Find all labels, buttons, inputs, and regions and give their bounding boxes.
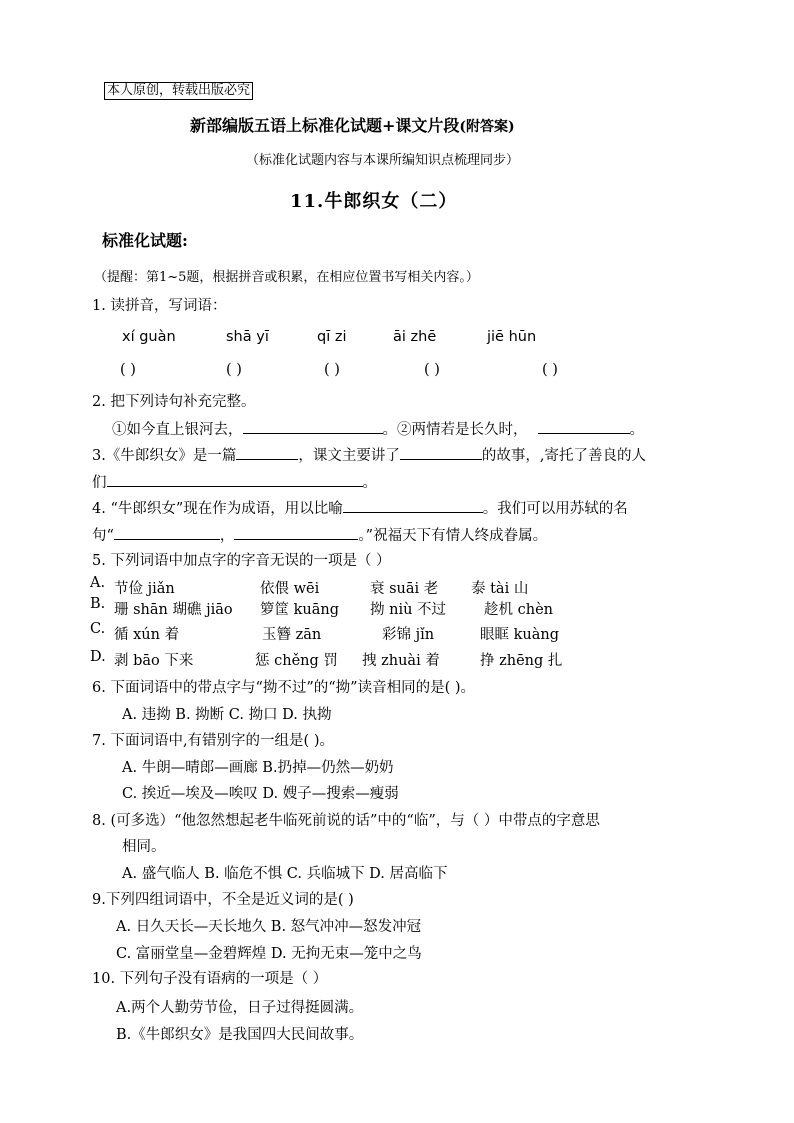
section-note: （提醒：第1~5题，根据拼音或积累，在相应位置书写相关内容。）	[94, 270, 479, 285]
q5-option-d-item-2: 惩 chěng 罚	[255, 653, 338, 669]
q4-text-e: 。”祝福天下有情人终成眷属。	[358, 528, 548, 544]
q3-text-b: ，课文主要讲了	[298, 448, 400, 464]
q4-text-a: 4. “牛郎织女”现在作为成语，用以比喻	[92, 501, 343, 517]
q6-options[interactable]: A. 违拗 B. 拗断 C. 拗口 D. 执拗	[122, 707, 332, 723]
title-main: 新部编版五语上标准化试题+课文片段	[190, 116, 460, 135]
pinyin-4: āi zhē	[393, 329, 437, 345]
q5-option-d-item-3: 拽 zhuài 着	[362, 653, 440, 669]
copyright-box: 本人原创，转载出版必究	[104, 82, 253, 100]
blank-4c[interactable]	[234, 524, 358, 540]
q5-option-c-label[interactable]: C.	[90, 621, 106, 637]
question-7: 7. 下面词语中,有错别字的一组是( )。	[92, 733, 334, 749]
q5-option-b-item-1: 珊 shān 瑚礁 jiāo	[114, 602, 233, 618]
q9-options-1[interactable]: A. 日久天长—天长地久 B. 怒气冲冲—怒发冲冠	[116, 919, 422, 935]
q4-text-d: ，	[219, 528, 235, 544]
answer-bracket-5[interactable]: ( )	[542, 362, 558, 378]
q5-option-c-item-2: 玉簪 zān	[262, 627, 322, 643]
question-3-cont	[92, 471, 377, 492]
page-title	[190, 113, 515, 136]
q5-option-c-item-1: 循 xún 着	[114, 627, 180, 643]
question-4	[92, 497, 628, 518]
q5-option-b-item-3: 拗 niù 不过	[370, 602, 447, 618]
q5-option-c-item-3: 彩锦 jǐn	[382, 627, 435, 643]
answer-bracket-1[interactable]: ( )	[120, 362, 136, 378]
q10-option-b[interactable]: B.《牛郎织女》是我国四大民间故事。	[116, 1027, 364, 1043]
question-10: 10. 下列句子没有语病的一项是（ ）	[92, 971, 328, 987]
blank-3a[interactable]	[236, 444, 298, 460]
pinyin-1: xí guàn	[122, 329, 176, 345]
poem-line-b: 。②两情若是长久时，	[382, 422, 528, 438]
question-4-cont	[92, 524, 547, 545]
question-8: 8. (可多选）“他忽然想起老牛临死前说的话”中的“临”，与（ ）中带点的字意思	[92, 813, 600, 829]
poem-line-c: 。	[629, 422, 644, 438]
q5-option-a-item-2: 依偎 wēi	[260, 581, 320, 597]
q4-text-b: 。我们可以用苏轼的名	[482, 501, 628, 517]
poem-line-a: ①如今直上银河去，	[112, 422, 243, 438]
q5-option-d-label[interactable]: D.	[90, 649, 106, 665]
q5-option-d-item-4: 挣 zhēng 扎	[480, 653, 563, 669]
answer-bracket-2[interactable]: ( )	[226, 362, 242, 378]
q5-option-c-item-4: 眼眶 kuàng	[480, 627, 559, 643]
q10-option-a[interactable]: A.两个人勤劳节俭，日子过得挺圆满。	[116, 1000, 364, 1016]
question-1: 1. 读拼音，写词语：	[92, 298, 227, 314]
pinyin-3: qī zi	[317, 329, 347, 345]
lesson-title: 11.牛郎织女（二）	[290, 191, 458, 212]
q3-text-c: 的故事，,寄托了善良的人	[481, 448, 646, 464]
q9-options-2[interactable]: C. 富丽堂皇—金碧辉煌 D. 无拘无束—笼中之鸟	[116, 946, 422, 962]
q7-options-2[interactable]: C. 挨近—埃及—唉叹 D. 嫂子—搜索—瘦弱	[122, 786, 399, 802]
question-3	[92, 444, 646, 465]
q3-text-d: 们	[92, 475, 107, 491]
q7-options-1[interactable]: A. 牛朗—晴郎—画廊 B.扔掉—仍然—奶奶	[122, 760, 394, 776]
q5-option-d-item-1: 剥 bāo 下来	[114, 653, 194, 669]
answer-bracket-3[interactable]: ( )	[324, 362, 340, 378]
blank-3c[interactable]	[107, 471, 363, 487]
pinyin-2: shā yī	[226, 329, 269, 345]
title-answer-note: (附答案)	[459, 119, 515, 135]
q3-text-a: 3.《牛郎织女》是一篇	[92, 448, 237, 464]
question-2-line	[112, 418, 644, 439]
q5-option-a-item-1: 节俭 jiǎn	[114, 581, 175, 597]
question-8-cont: 相同。	[122, 839, 166, 855]
question-9: 9.下列四组词语中，不全是近义词的是( )	[92, 892, 354, 908]
q5-option-b-item-2: 箩筐 kuāng	[260, 602, 339, 618]
blank-2b[interactable]	[538, 418, 630, 434]
answer-bracket-4[interactable]: ( )	[424, 362, 440, 378]
question-2: 2. 把下列诗句补充完整。	[92, 394, 256, 410]
question-5: 5. 下列词语中加点字的字音无误的一项是（ ）	[92, 553, 391, 569]
page-subtitle: （标准化试题内容与本课所编知识点梳理同步）	[246, 153, 520, 168]
blank-4b[interactable]	[114, 524, 220, 540]
q5-option-b-item-4: 趁机 chèn	[484, 602, 553, 618]
blank-2a[interactable]	[243, 418, 383, 434]
question-6: 6. 下面词语中的带点字与“拗不过”的“拗”读音相同的是( )。	[92, 680, 476, 696]
q4-text-c: 句“	[92, 528, 114, 544]
section-heading: 标准化试题:	[102, 231, 188, 250]
pinyin-5: jiē hūn	[487, 329, 537, 345]
q3-text-e: 。	[362, 475, 377, 491]
q5-option-b-label[interactable]: B.	[90, 596, 106, 612]
blank-3b[interactable]	[400, 444, 482, 460]
q8-options[interactable]: A. 盛气临人 B. 临危不惧 C. 兵临城下 D. 居高临下	[122, 866, 448, 882]
q5-option-a-item-4: 泰 tài 山	[471, 581, 529, 597]
q5-option-a-label[interactable]: A.	[90, 575, 106, 591]
q5-option-a-item-3: 衰 suāi 老	[370, 581, 439, 597]
blank-4a[interactable]	[343, 497, 483, 513]
